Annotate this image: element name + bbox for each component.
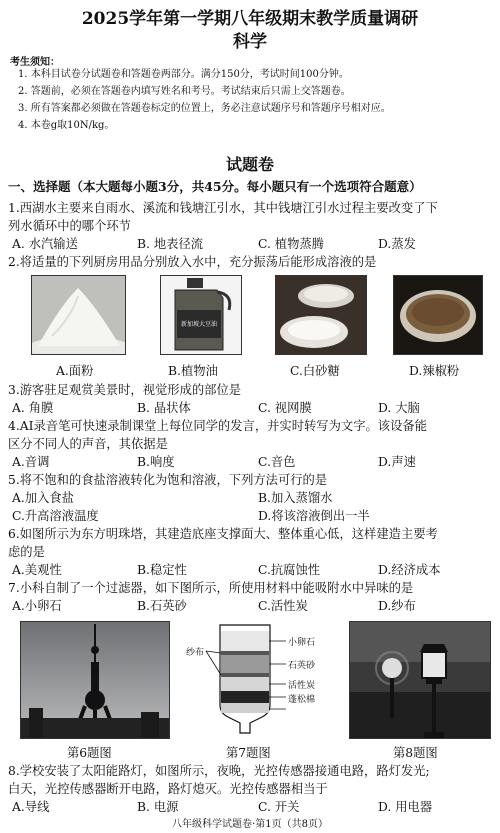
figure-7-caption: 第7题图	[226, 746, 271, 760]
q1-option-a: A. 水汽输送	[12, 237, 78, 251]
q4-option-d: D.声速	[378, 455, 416, 469]
subject-title: 科学	[233, 32, 267, 52]
q4-option-a: A.音调	[12, 455, 50, 469]
q1-option-b: B. 地表径流	[137, 237, 204, 251]
question-4-stem-cont: 区分不同人的声音，其依据是	[8, 437, 168, 451]
paper-title: 试题卷	[225, 155, 274, 174]
q1-option-c: C. 植物蒸腾	[258, 237, 324, 251]
flour-image	[31, 275, 126, 355]
question-1-stem-cont: 列水循环中的哪个环节	[8, 219, 131, 233]
q4-option-b: B.响度	[137, 455, 175, 469]
notice-item: 2. 答题前，必须在答题卷内填写姓名和考号。考试结束后只需上交答题卷。	[18, 86, 351, 97]
q2-option-c: C.白砂糖	[290, 364, 340, 378]
page-footer: 八年级科学试题卷·第1页（共8页）	[172, 819, 328, 830]
question-4-stem: 4.AI录音笔可快速录制课堂上每位同学的发言，并实时转写为文字。该设备能	[8, 419, 427, 433]
q6-option-b: B.稳定性	[137, 563, 187, 577]
q7-option-c: C.活性炭	[258, 599, 308, 613]
q5-option-a: A.加入食盐	[12, 491, 74, 505]
question-6-stem: 6.如图所示为东方明珠塔，其建造底座支撑面大、整体重心低，这样建造主要考	[8, 527, 438, 541]
question-2-stem: 2.将适量的下列厨房用品分别放入水中，充分振荡后能形成溶液的是	[8, 255, 377, 269]
q6-option-c: C.抗腐蚀性	[258, 563, 321, 577]
q6-option-d: D.经济成本	[378, 563, 441, 577]
question-6-stem-cont: 虑的是	[8, 545, 45, 559]
q3-option-c: C. 视网膜	[258, 401, 312, 415]
question-3-stem: 3.游客驻足观赏美景时，视觉形成的部位是	[8, 383, 242, 397]
question-8-stem-cont: 白天，光控传感器断开电路，路灯熄灭。光控传感器相当于	[8, 782, 328, 796]
section-heading: 一、选择题（本大题每小题3分，共45分。每小题只有一个选项符合题意）	[8, 179, 422, 194]
q8-option-c: C. 开关	[258, 800, 300, 814]
q2-option-b: B.植物油	[168, 364, 218, 378]
filter-label-pebble: 小卵石	[288, 638, 316, 648]
q6-option-a: A.美观性	[12, 563, 62, 577]
question-8-stem: 8.学校安装了太阳能路灯，如图所示，夜晚，光控传感器接通电路，路灯发光;	[8, 764, 430, 778]
exam-title: 2025学年第一学期八年级期末教学质量调研	[81, 9, 419, 29]
notice-item: 3. 所有答案都必须做在答题卷标定的位置上，务必注意试题序号和答题序号相对应。	[18, 103, 391, 114]
filter-label-sand: 石英砂	[288, 661, 316, 671]
figure-8-caption: 第8题图	[393, 746, 438, 760]
q5-option-d: D.将该溶液倒出一半	[258, 509, 370, 523]
q7-option-a: A.小卵石	[12, 599, 62, 613]
solar-street-light-image	[349, 621, 491, 739]
filter-label-carbon: 活性炭	[288, 681, 316, 691]
q8-option-d: D. 用电器	[378, 800, 433, 814]
vegetable-oil-image	[160, 275, 242, 355]
question-1-stem: 1.西湖水主要来自雨水、溪流和钱塘江引水，其中钱塘江引水过程主要改变了下	[8, 201, 438, 215]
chili-powder-image	[393, 275, 483, 355]
q7-option-b: B.石英砂	[137, 599, 187, 613]
q3-option-b: B. 晶状体	[137, 401, 191, 415]
notice-item: 4. 本卷g取10N/kg。	[18, 120, 115, 131]
q5-option-b: B.加入蒸馏水	[258, 491, 333, 505]
question-7-stem: 7.小科自制了一个过滤器，如下图所示，所使用材料中能吸附水中异味的是	[8, 581, 414, 595]
q5-option-c: C.升高溶液温度	[12, 509, 99, 523]
notice-heading: 考生须知：	[10, 57, 60, 68]
q4-option-c: C.音色	[258, 455, 296, 469]
q3-option-a: A. 角膜	[12, 401, 54, 415]
q1-option-d: D.蒸发	[378, 237, 416, 251]
figure-6-caption: 第6题图	[67, 746, 112, 760]
q8-option-a: A.导线	[12, 800, 50, 814]
q8-option-b: B. 电源	[137, 800, 179, 814]
filter-diagram	[182, 621, 322, 737]
notice-item: 1. 本科目试卷分试题卷和答题卷两部分。满分150分，考试时间100分钟。	[18, 69, 349, 80]
q3-option-d: D. 大脑	[378, 401, 420, 415]
q2-option-d: D.辣椒粉	[409, 364, 460, 378]
filter-label-cotton: 蓬松棉	[288, 695, 316, 705]
oriental-pearl-tower-image	[20, 621, 170, 739]
q2-option-a: A.面粉	[56, 364, 94, 378]
question-5-stem: 5.将不饱和的食盐溶液转化为饱和溶液，下列方法可行的是	[8, 473, 328, 487]
q7-option-d: D.纱布	[378, 599, 416, 613]
filter-label-gauze: 纱布	[186, 648, 205, 658]
sugar-image	[275, 275, 367, 355]
oil-label: 新加坡大豆油	[180, 321, 218, 328]
